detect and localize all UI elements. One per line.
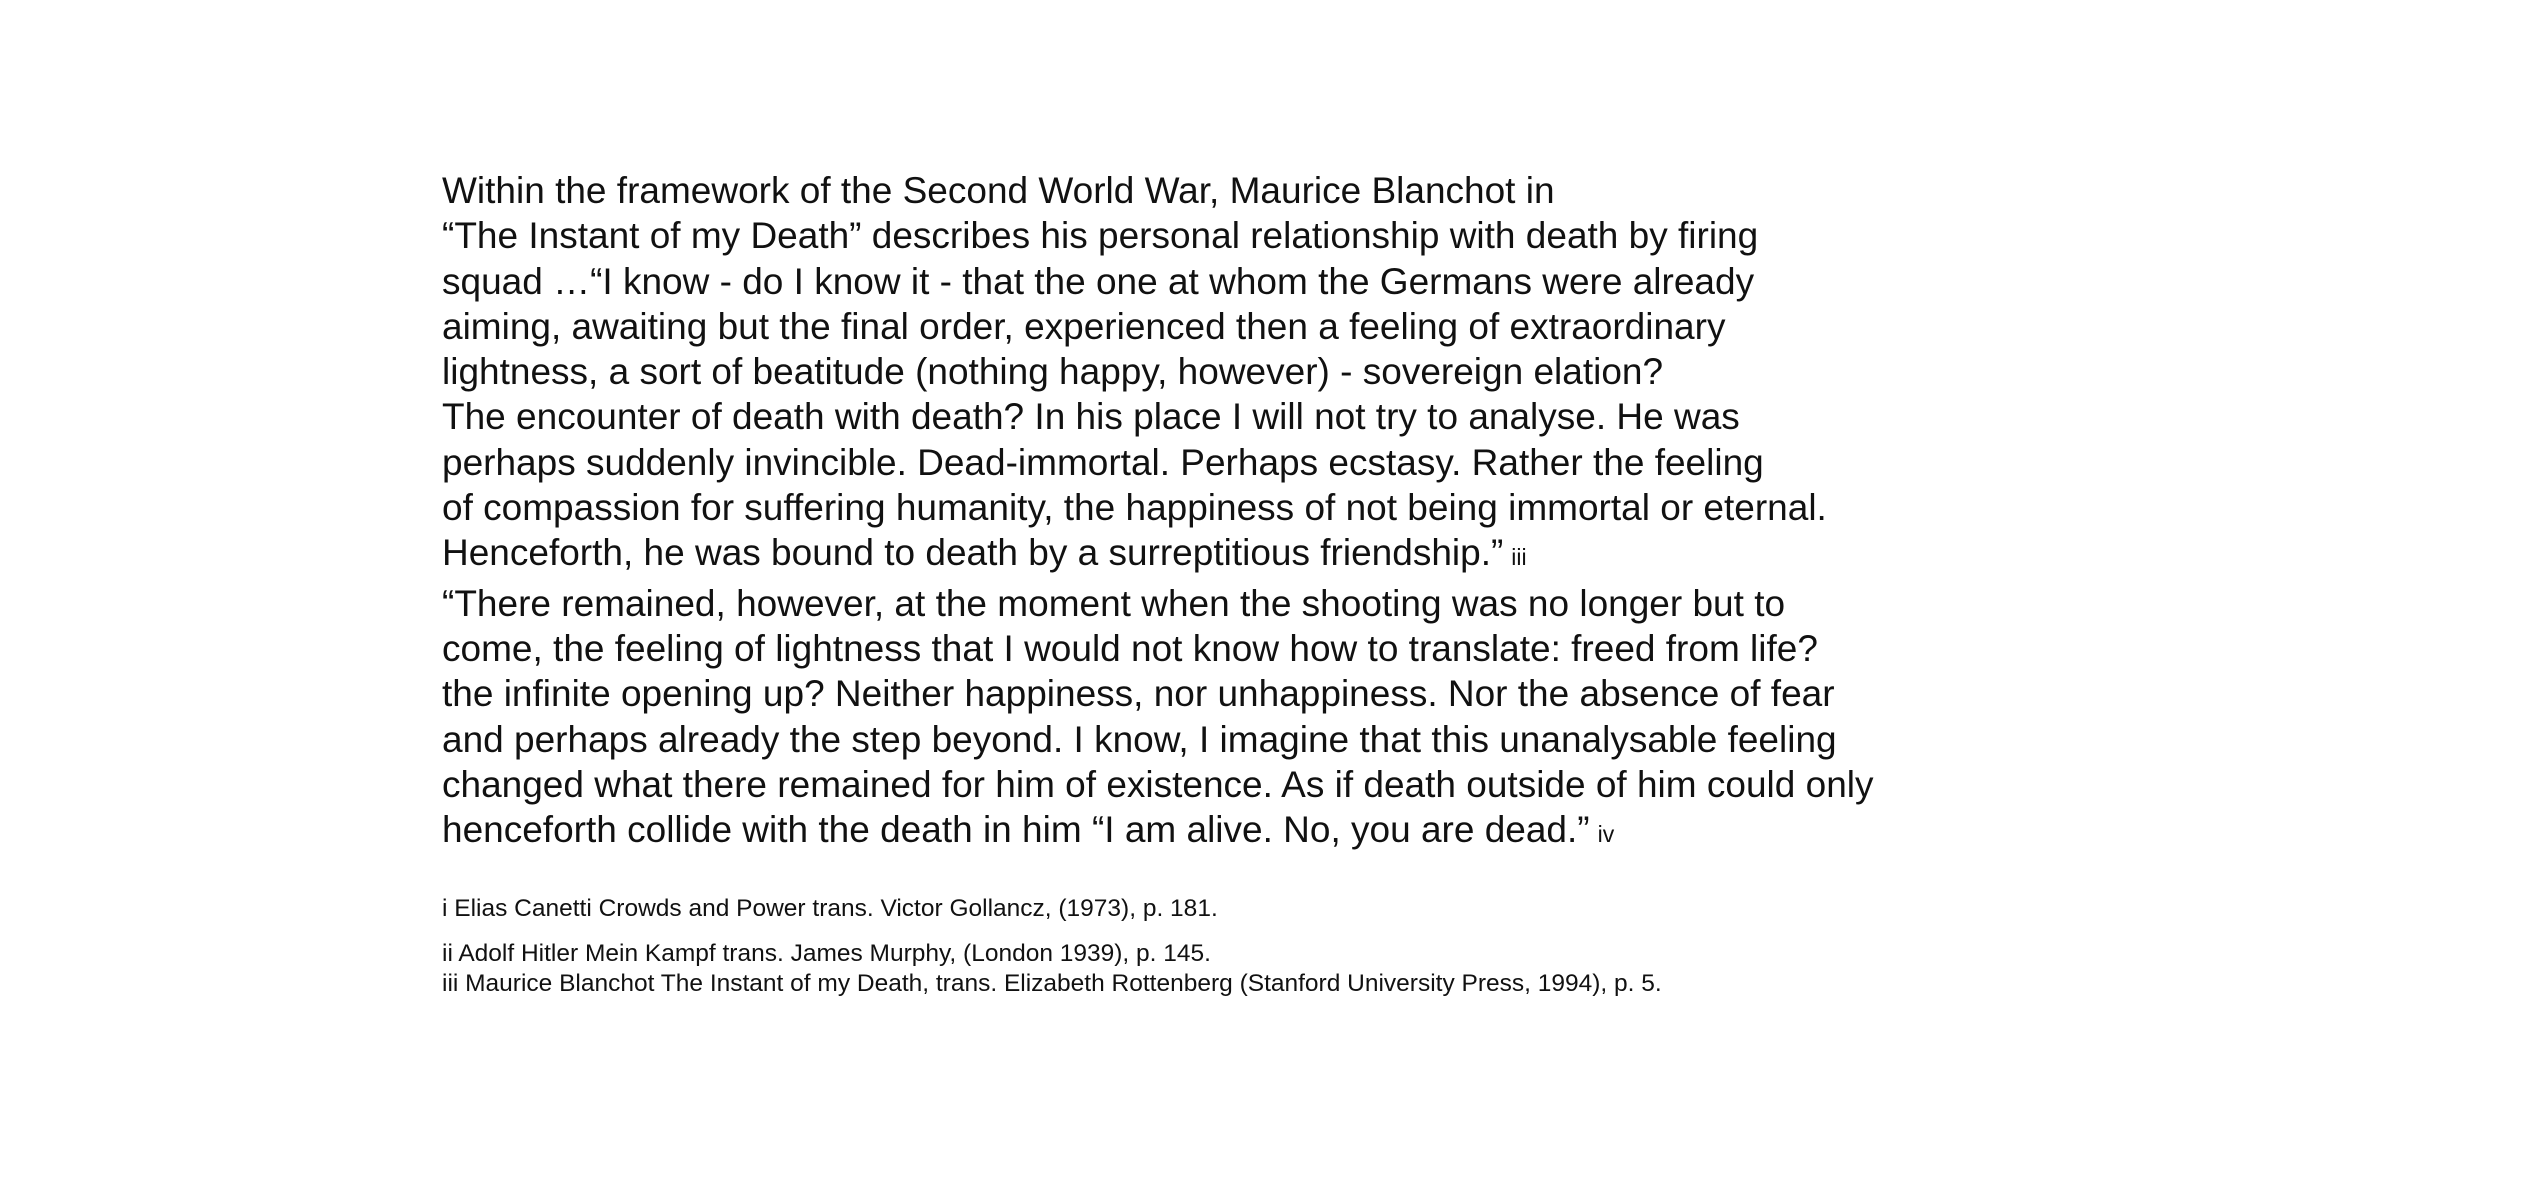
body-line-15-text: henceforth collide with the death in him “I am alive. No, you are dead.” bbox=[442, 809, 1590, 851]
body-text bbox=[442, 168, 2042, 857]
body-line-12: the infinite opening up? Neither happiness, nor unhappiness. Nor the absence of fear bbox=[442, 673, 1835, 715]
body-line-9 bbox=[442, 530, 2042, 580]
body-line-3: squad …“I know - do I know it - that the one at whom the Germans were already bbox=[442, 260, 1755, 302]
body-line-1: Within the framework of the Second World War, Maurice Blanchot in bbox=[442, 170, 1555, 211]
body-line-10: “There remained, however, at the moment when the shooting was no longer but to bbox=[442, 582, 1786, 624]
footnotes bbox=[442, 894, 2042, 999]
body-line-4: aiming, awaiting but the final order, experienced then a feeling of extraordinary bbox=[442, 305, 1726, 347]
body-line-8: of compassion for suffering humanity, the happiness of not being immortal or eternal. bbox=[442, 487, 1827, 529]
body-line-14: changed what there remained for him of existence. As if death outside of him could only bbox=[442, 763, 1874, 805]
footnote-i: i Elias Canetti Crowds and Power trans. Victor Gollancz, (1973), p. 181. bbox=[442, 895, 1218, 922]
body-line-13: and perhaps already the step beyond. I know, I imagine that this unanalysable feeling bbox=[442, 718, 1837, 760]
body-line-6: The encounter of death with death? In his place I will not try to analyse. He was bbox=[442, 396, 1740, 438]
endnote-marker-iv: iv bbox=[1597, 821, 1615, 848]
body-line-2: “The Instant of my Death” describes his personal relationship with death by firing bbox=[442, 215, 1759, 257]
body-line-5: lightness, a sort of beatitude (nothing happy, however) - sovereign elation? bbox=[442, 351, 1664, 393]
body-line-11: come, the feeling of lightness that I would not know how to translate: freed from life? bbox=[442, 627, 1818, 669]
endnote-marker-iii: iii bbox=[1511, 544, 1527, 571]
footnote-iii: iii Maurice Blanchot The Instant of my Death, trans. Elizabeth Rottenberg (Stanford University Press, 1994), p. 5. bbox=[442, 970, 1662, 997]
body-line-15 bbox=[442, 807, 2042, 857]
body-line-9-text: Henceforth, he was bound to death by a surreptitious friendship.” bbox=[442, 532, 1504, 574]
footnote-ii: ii Adolf Hitler Mein Kampf trans. James Murphy, (London 1939), p. 145. bbox=[442, 940, 1211, 967]
body-line-7: perhaps suddenly invincible. Dead-immortal. Perhaps ecstasy. Rather the feeling bbox=[442, 441, 1764, 483]
